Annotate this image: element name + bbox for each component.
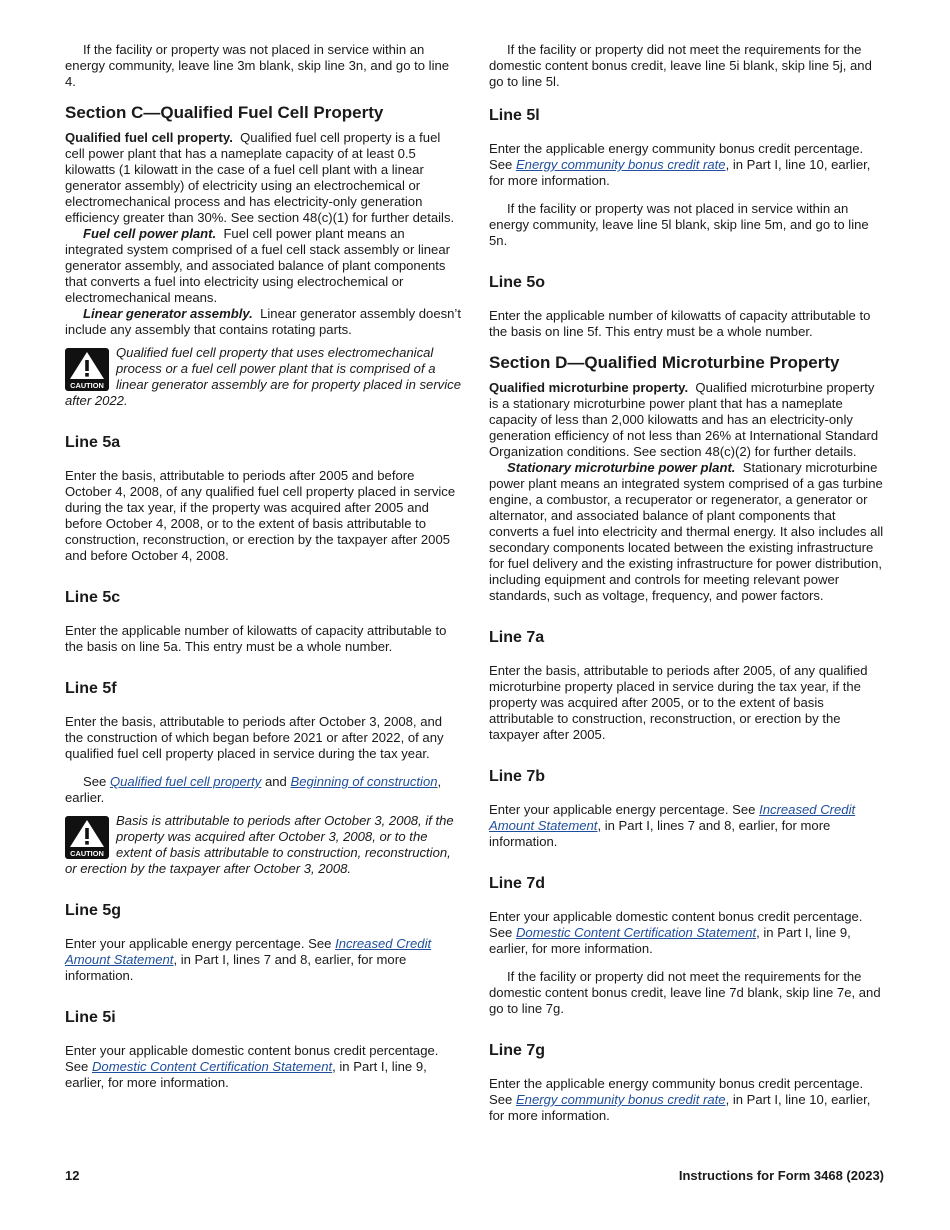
link-increased-credit-amount-statement[interactable]: Increased Credit Amount Statement: [489, 802, 856, 833]
paragraph-domestic-content-5i: If the facility or property did not meet the requirements for the domestic content bonus credit, leave line 5i blank, skip line 5j, and go to line 5l.: [489, 42, 872, 89]
link-increased-credit-amount-statement[interactable]: Increased Credit Amount Statement: [65, 936, 432, 967]
link-domestic-content-certification-statement[interactable]: Domestic Content Certification Statement: [91, 1059, 333, 1074]
line-5g-heading: Line 5g: [65, 902, 122, 919]
svg-text:CAUTION: CAUTION: [70, 381, 104, 390]
line-7g-text: Enter the applicable energy community bonus credit percentage. See Energy community bonus credit rate, in Part I, line 10, earlier, for more information.: [489, 1076, 871, 1123]
line-5i-heading: Line 5i: [65, 1009, 116, 1026]
term-qualified-fuel-cell-property: Qualified fuel cell property.: [65, 130, 233, 145]
right-column: [489, 42, 885, 1124]
caution-note-electromechanical: [65, 345, 461, 409]
caution-text: Basis is attributable to periods after October 3, 2008, if the property was acquired after October 3, 2008, or to the extent of basis attributable to construction, reconstruction, or erection by the taxpayer after October 3, 2008.: [65, 813, 454, 876]
term-linear-generator-assembly: Linear generator assembly.: [83, 306, 253, 321]
line-7b-heading: Line 7b: [489, 768, 546, 785]
caution-note-basis: [65, 813, 461, 877]
line-7b-text: Enter your applicable energy percentage. See Increased Credit Amount Statement, in Part I, lines 7 and 8, earlier, for more information.: [489, 802, 856, 849]
section-d-heading: Section D—Qualified Microturbine Property: [489, 353, 840, 372]
caution-icon: [65, 348, 109, 391]
link-beginning-of-construction[interactable]: Beginning of construction: [290, 774, 438, 789]
caution-icon: [65, 816, 109, 859]
footer-title: Instructions for Form 3468 (2023): [678, 1168, 884, 1183]
paragraph-energy-community-3m: If the facility or property was not placed in service within an energy community, leave line 3m blank, skip line 3n, and go to line 4.: [65, 42, 450, 89]
linear-generator-definition: [65, 306, 461, 338]
qualified-fuel-cell-text: Qualified fuel cell property is a fuel cell power plant that has a nameplate capacity of at least 0.5 kilowatts (1 kilowatt in the case of a fuel cell plant with a linear generator assembly) of electricity using an electrochemical or electromechanical process and has electricity-only generation efficiency greater than 30%. See section 48(c)(1) for further details.: [65, 130, 455, 225]
line-7a-heading: Line 7a: [489, 629, 545, 646]
term-stationary-microturbine-power-plant: Stationary microturbine power plant.: [507, 460, 736, 475]
page-number: 12: [65, 1168, 80, 1183]
line-5f-heading: Line 5f: [65, 680, 117, 697]
line-5i-text: Enter your applicable domestic content bonus credit percentage. See Domestic Content Certification Statement, in Part I, line 9, earlier, for more information.: [65, 1043, 439, 1090]
line-5f-text: Enter the basis, attributable to periods after October 3, 2008, and the construction of which began before 2021 or after 2022, of any qualified fuel cell property placed in service during the tax year.: [65, 714, 444, 761]
line-5l-heading: Line 5l: [489, 107, 540, 124]
caution-text: Qualified fuel cell property that uses electromechanical process or a fuel cell power plant that is comprised of a linear generator assembly are for property placed in service after 2022.: [65, 345, 461, 408]
linear-generator-text: Linear generator assembly doesn’t include any assembly that contains rotating parts.: [65, 306, 461, 337]
stationary-microturbine-definition: [489, 460, 885, 604]
stationary-microturbine-text: Stationary microturbine power plant means an integrated system comprised of a gas turbine engine, a combustor, a recuperator or regenerator, a generator or alternator, and associated balance of plant components that converts a fuel into electricity and thermal energy. It also includes all secondary components located between the existing infrastructure for fuel delivery and the existing infrastructure for power distribution, including equipment and controls for meeting relevant power standards, such as voltage, frequency, and power factors.: [489, 460, 884, 603]
line-5a-heading: Line 5a: [65, 434, 121, 451]
line-7d-note: If the facility or property did not meet the requirements for the domestic content bonus credit, leave line 7d blank, skip line 7e, and go to line 7g.: [489, 969, 881, 1016]
line-5c-heading: Line 5c: [65, 589, 121, 606]
line-7d-heading: Line 7d: [489, 875, 546, 892]
line-5o-text: Enter the applicable number of kilowatts of capacity attributable to the basis on line 5f. This entry must be a whole number.: [489, 308, 871, 339]
line-7d-text: Enter your applicable domestic content bonus credit percentage. See Domestic Content Certification Statement, in Part I, line 9, earlier, for more information.: [489, 909, 863, 956]
line-5l-note: If the facility or property was not placed in service within an energy community, leave line 5l blank, skip line 5m, and go to line 5n.: [489, 201, 869, 248]
qualified-microturbine-text: Qualified microturbine property is a stationary microturbine power plant that has a nameplate capacity of less than 2,000 kilowatts and has an electricity-only generation efficiency of not less than 26% at International Standard Organization conditions. See section 48(c)(2) for further details.: [489, 380, 879, 459]
fuel-cell-power-plant-text: Fuel cell power plant means an integrated system comprised of a fuel cell stack assembly or linear generator assembly, and associated balance of plant components that converts a fuel into electricity using electrochemical or electromechanical means.: [65, 226, 450, 305]
term-fuel-cell-power-plant: Fuel cell power plant.: [83, 226, 217, 241]
link-domestic-content-certification-statement[interactable]: Domestic Content Certification Statement: [515, 925, 757, 940]
line-5f-see-also: See Qualified fuel cell property and Beginning of construction, earlier.: [65, 774, 442, 805]
link-energy-community-bonus-credit-rate[interactable]: Energy community bonus credit rate: [515, 157, 726, 172]
line-5c-text: Enter the applicable number of kilowatts of capacity attributable to the basis on line 5a. This entry must be a whole number.: [65, 623, 447, 654]
left-column: [65, 42, 461, 1091]
line-5g-text: Enter your applicable energy percentage. See Increased Credit Amount Statement, in Part I, lines 7 and 8, earlier, for more information.: [65, 936, 432, 983]
link-energy-community-bonus-credit-rate[interactable]: Energy community bonus credit rate: [515, 1092, 726, 1107]
term-qualified-microturbine-property: Qualified microturbine property.: [489, 380, 689, 395]
line-5l-text: Enter the applicable energy community bonus credit percentage. See Energy community bonus credit rate, in Part I, line 10, earlier, for more information.: [489, 141, 871, 188]
qualified-microturbine-definition: [489, 380, 885, 460]
line-5o-heading: Line 5o: [489, 274, 546, 291]
line-5a-text: Enter the basis, attributable to periods after 2005 and before October 4, 2008, of any qualified fuel cell property placed in service during the tax year, if the property was acquired after 2005 and before October 4, 2008, or to the extent of basis attributable to construction, reconstruction, or erection by the taxpayer after 2005 and before October 4, 2008.: [65, 468, 456, 563]
qualified-fuel-cell-definition: [65, 130, 461, 226]
line-7g-heading: Line 7g: [489, 1042, 546, 1059]
link-qualified-fuel-cell-property[interactable]: Qualified fuel cell property: [109, 774, 262, 789]
section-c-heading: Section C—Qualified Fuel Cell Property: [65, 103, 384, 122]
line-7a-text: Enter the basis, attributable to periods after 2005, of any qualified microturbine property placed in service during the tax year, if the property was acquired after 2005, or to the extent of basis attributable to construction, reconstruction, or erection by the taxpayer after 2005.: [489, 663, 868, 742]
svg-text:CAUTION: CAUTION: [70, 849, 104, 858]
fuel-cell-power-plant-definition: [65, 226, 461, 306]
